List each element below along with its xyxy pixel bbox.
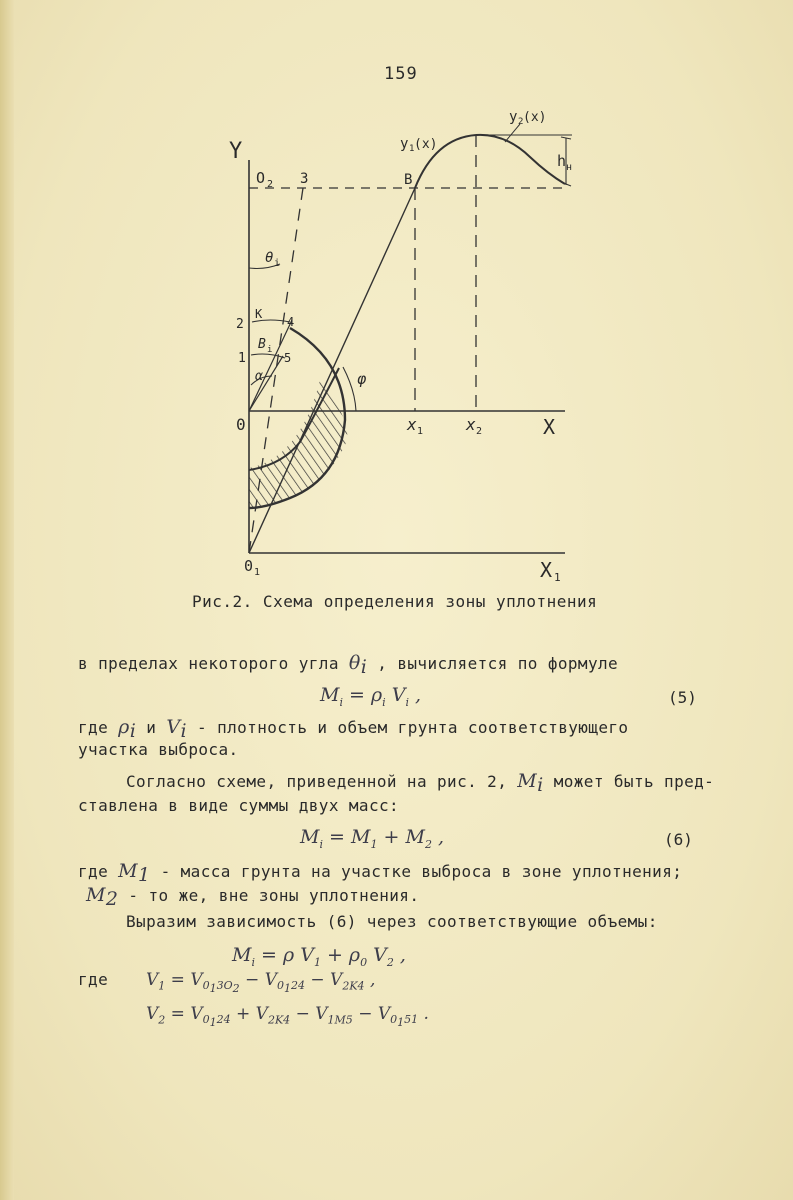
label-x1-axis: X [540, 558, 553, 582]
label-pt-k: K [255, 307, 263, 321]
label-pt4: 4 [287, 315, 295, 329]
label-pt2: 2 [236, 317, 244, 332]
label-pt1: 1 [238, 351, 246, 366]
label-x2-tick: x [466, 415, 476, 434]
label-origin: 0 [236, 415, 246, 434]
label-hn-sub: н [566, 162, 573, 173]
label-x1-tick-sub: 1 [417, 426, 424, 437]
label-alpha: α [255, 369, 263, 384]
label-phi: φ [357, 370, 367, 388]
label-hn: h [557, 152, 567, 170]
text-line-6: ставлена в виде суммы двух масс: [78, 796, 400, 815]
text-line-5: Согласно схеме, приведенной на рис. 2, $M_i$ может быть пред- [126, 770, 715, 797]
line-o-4 [249, 320, 292, 411]
label-y-axis: Y [229, 139, 243, 164]
equation-5: $M_i = \rho_i$ $V_i$ , [320, 684, 422, 709]
equation-7: $M_i = \rho$ $V_1 + \rho_0$ $V_2$ , [232, 944, 406, 969]
label-x1-axis-sub: 1 [554, 571, 561, 584]
label-o2-sub: 2 [267, 179, 274, 190]
equation-9: $V_2 = V_{0_124} + V_{2K4} - V_{1M5} - V_{0_151}$ . [146, 1004, 429, 1030]
label-pt3: 3 [300, 171, 309, 187]
label-origin1: 0 [244, 557, 254, 575]
page-number: 159 [384, 64, 418, 84]
label-x2-tick-sub: 2 [476, 426, 483, 437]
text-line-1: в пределах некоторого угла $\theta_i$ , вычисляется по формуле [78, 652, 619, 679]
label-y1-curve-arg: (x) [414, 137, 438, 152]
equation-8: $V_1 = V_{0_13O_2} - V_{0_124} - V_{2K4}$ , [146, 970, 376, 996]
equation-6-number: (6) [664, 830, 693, 849]
text-line-12: где [78, 970, 109, 989]
label-pt-b: B [404, 172, 413, 188]
text-line-9: $M_2$ - то же, вне зоны уплотнения. [86, 884, 420, 911]
label-theta: θ [265, 250, 274, 266]
label-y2-curve-arg: (x) [523, 110, 547, 125]
curve-y2 [476, 135, 565, 184]
label-pt5: 5 [284, 351, 292, 365]
equation-6: $M_i = M_1 + M_2$ , [300, 826, 445, 851]
text-line-3: где $\rho_i$ и $V_i$ - плотность и объем грунта соответствующего [78, 716, 629, 743]
equation-5-number: (5) [668, 688, 697, 707]
label-x-axis: X [543, 415, 556, 439]
label-theta-sub: i [274, 258, 281, 269]
text-line-10: Выразим зависимость (6) через соответствующие объемы: [126, 912, 658, 931]
label-origin1-sub: 1 [254, 567, 261, 578]
label-y1-curve-sub: 1 [409, 144, 415, 154]
figure-caption: Рис.2. Схема определения зоны уплотнения [192, 592, 598, 611]
label-beta-sub: i [267, 345, 273, 355]
label-y1-curve: y [400, 136, 409, 152]
label-x1-tick: x [407, 415, 417, 434]
label-beta: B [258, 337, 266, 352]
text-line-4: участка выброса. [78, 740, 239, 759]
label-o2: O [256, 169, 266, 187]
label-y2-curve: y [509, 109, 518, 125]
text-line-8: где $M_1$ - масса грунта на участке выброса в зоне уплотнения; [78, 860, 683, 887]
label-y2-curve-sub: 2 [518, 117, 524, 127]
